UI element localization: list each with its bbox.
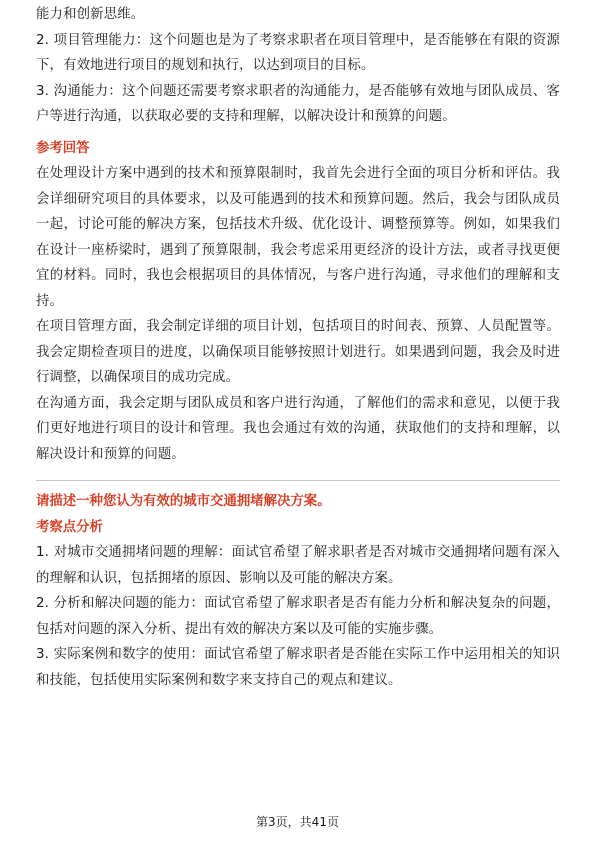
q1-point-3: 3. 沟通能力：这个问题还需要考察求职者的沟通能力，是否能够有效地与团队成员、客户等进行沟通，以获取必要的支持和理解，以解决设计和预算的问题。: [36, 83, 560, 124]
page-footer: 第3页，共41页: [256, 815, 339, 829]
answer-paragraph-1: 在处理设计方案中遇到的技术和预算限制时，我首先会进行全面的项目分析和评估。我会详细研究项目的具体要求，以及可能遇到的技术和预算问题。然后，我会与团队成员一起，讨论可能的解决方案，包括技术升级、优化设计、调整预算等。例如，如果我们在设计一座桥梁时，遇到了预算限制，我会考虑采用更经济的设计方法，或者寻找更便宜的材料。同时，我也会根据项目的具体情况，与客户进行沟通，寻求他们的理解和支持。: [36, 166, 560, 309]
analysis-heading: 考察点分析: [36, 519, 103, 535]
intro-tail-text: 能力和创新思维。: [36, 7, 145, 22]
answer-heading: 参考回答: [36, 140, 90, 156]
q2-point-1: 1. 对城市交通拥堵问题的理解：面试官希望了解求职者是否对城市交通拥堵问题有深入的理解和认识，包括拥堵的原因、影响以及可能的解决方案。: [36, 545, 560, 586]
question-2-title: 请描述一种您认为有效的城市交通拥堵解决方案。: [36, 494, 331, 509]
q1-point-2: 2. 项目管理能力：这个问题也是为了考察求职者在项目管理中，是否能够在有限的资源下，有效地进行项目的规划和执行，以达到项目的目标。: [36, 32, 560, 73]
answer-paragraph-2: 在项目管理方面，我会制定详细的项目计划，包括项目的时间表、预算、人员配置等。我会定期检查项目的进度，以确保项目能够按照计划进行。如果遇到问题，我会及时进行调整，以确保项目的成功完成。: [36, 319, 560, 385]
answer-paragraph-3: 在沟通方面，我会定期与团队成员和客户进行沟通，了解他们的需求和意见，以便于我们更好地进行项目的设计和管理。我也会通过有效的沟通，获取他们的支持和理解，以解决设计和预算的问题。: [36, 395, 560, 462]
q2-point-2: 2. 分析和解决问题的能力：面试官希望了解求职者是否有能力分析和解决复杂的问题，包括对问题的深入分析、提出有效的解决方案以及可能的实施步骤。: [36, 596, 560, 637]
section-divider: [36, 480, 560, 481]
q2-point-3: 3. 实际案例和数字的使用：面试官希望了解求职者是否能在实际工作中运用相关的知识和技能，包括使用实际案例和数字来支持自己的观点和建议。: [36, 647, 560, 688]
document-page: [36, 2, 560, 693]
